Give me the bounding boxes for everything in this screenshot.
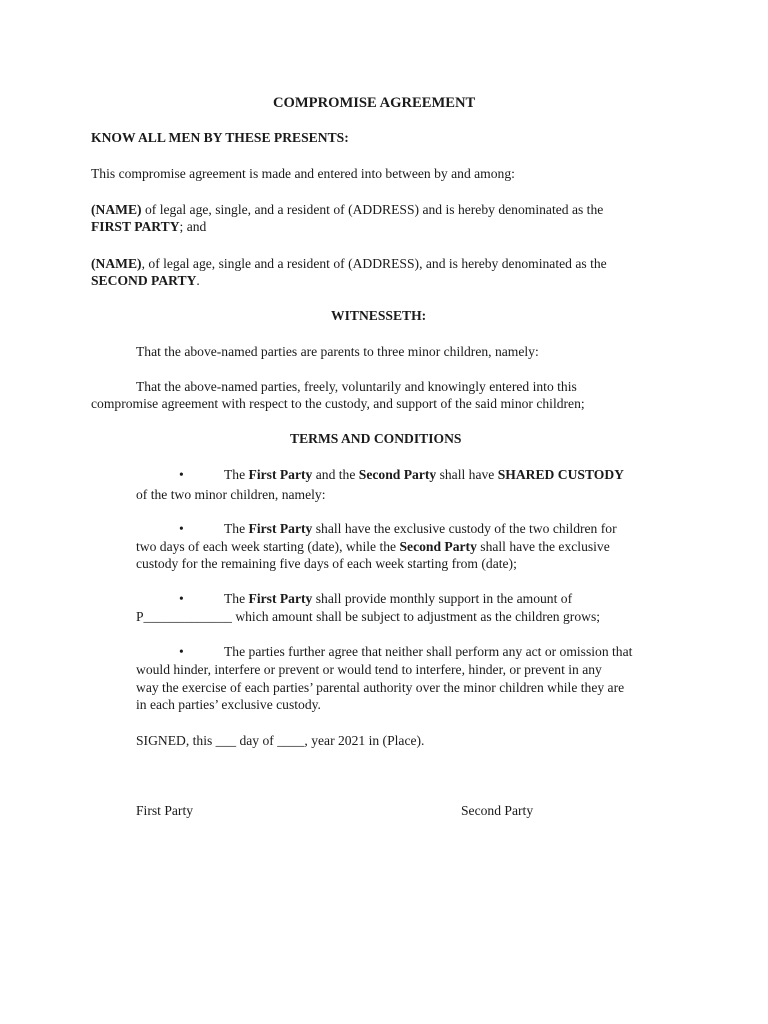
signature-second-party: Second Party [461, 803, 534, 818]
term-2-first-party: First Party [248, 521, 313, 536]
term-1-second-party: Second Party [358, 467, 437, 482]
bullet-term-3: • [179, 591, 184, 606]
term-3-text-c: shall provide monthly support in the amount of [312, 591, 573, 606]
second-party-line-1 [91, 255, 607, 273]
term-2-line-2-c: shall have the exclusive [476, 539, 610, 554]
intro-paragraph: This compromise agreement is made and entered into between by and among: [91, 166, 515, 181]
term-3-text-a: The [224, 591, 249, 606]
term-1-text-c: and the [312, 467, 359, 482]
bullet-term-4: • [179, 644, 184, 659]
term-2-second-party: Second Party [399, 539, 477, 554]
term-4-line-2: would hinder, interfere or prevent or would tend to interfere, hinder, or prevent in any [136, 662, 602, 677]
bullet-term-2: • [179, 521, 184, 536]
second-party-line-2 [91, 272, 200, 290]
term-2-line-2-a: two days of each week starting (date), while the [136, 539, 400, 554]
term-1-line-2: of the two minor children, namely: [136, 487, 326, 502]
term-4-line-1: The parties further agree that neither shall perform any act or omission that [224, 644, 633, 659]
first-party-line-1 [91, 201, 603, 219]
term-1-text-a: The [224, 467, 249, 482]
witnesseth-heading: WITNESSETH: [331, 308, 427, 323]
first-party-desc: of legal age, single, and a resident of (ADDRESS) and is hereby denominated as the [141, 202, 604, 217]
witness-paragraph-2-line-1: That the above-named parties, freely, voluntarily and knowingly entered into this [136, 379, 577, 394]
first-party-suffix: ; and [179, 219, 207, 234]
witness-paragraph-2-line-2: compromise agreement with respect to the custody, and support of the said minor children; [91, 396, 585, 411]
term-3-first-party: First Party [248, 591, 313, 606]
second-party-role: SECOND PARTY [91, 273, 197, 288]
second-party-desc: , of legal age, single and a resident of (ADDRESS), and is hereby denominated as the [141, 256, 607, 271]
term-2-line-3: custody for the remaining five days of each week starting from (date); [136, 556, 517, 571]
document-title: COMPROMISE AGREEMENT [273, 95, 476, 111]
first-party-name: (NAME) [91, 202, 142, 217]
term-1-line-1 [224, 466, 624, 484]
first-party-role: FIRST PARTY [91, 219, 180, 234]
terms-heading: TERMS AND CONDITIONS [290, 431, 462, 446]
second-party-name: (NAME) [91, 256, 142, 271]
witness-paragraph-1: That the above-named parties are parents to three minor children, namely: [136, 344, 539, 359]
first-party-line-2 [91, 218, 206, 236]
term-2-text-c: shall have the exclusive custody of the two children for [312, 521, 617, 536]
second-party-suffix: . [196, 273, 200, 288]
term-1-text-e: shall have [436, 467, 498, 482]
term-1-shared-custody: SHARED CUSTODY [497, 467, 624, 482]
term-1-first-party: First Party [248, 467, 313, 482]
signed-line: SIGNED, this ___ day of ____, year 2021 in (Place). [136, 733, 425, 748]
term-3-line-2: P_____________ which amount shall be subject to adjustment as the children grows; [136, 609, 601, 624]
term-2-line-2 [136, 538, 610, 556]
term-4-line-4: in each parties’ exclusive custody. [136, 697, 321, 712]
term-2-line-1 [224, 520, 617, 538]
bullet-term-1: • [179, 467, 184, 482]
signature-first-party: First Party [136, 803, 194, 818]
term-2-text-a: The [224, 521, 249, 536]
preamble-heading: KNOW ALL MEN BY THESE PRESENTS: [91, 130, 349, 145]
term-4-line-3: way the exercise of each parties’ parental authority over the minor children while they are [136, 680, 625, 695]
term-3-line-1 [224, 590, 572, 608]
